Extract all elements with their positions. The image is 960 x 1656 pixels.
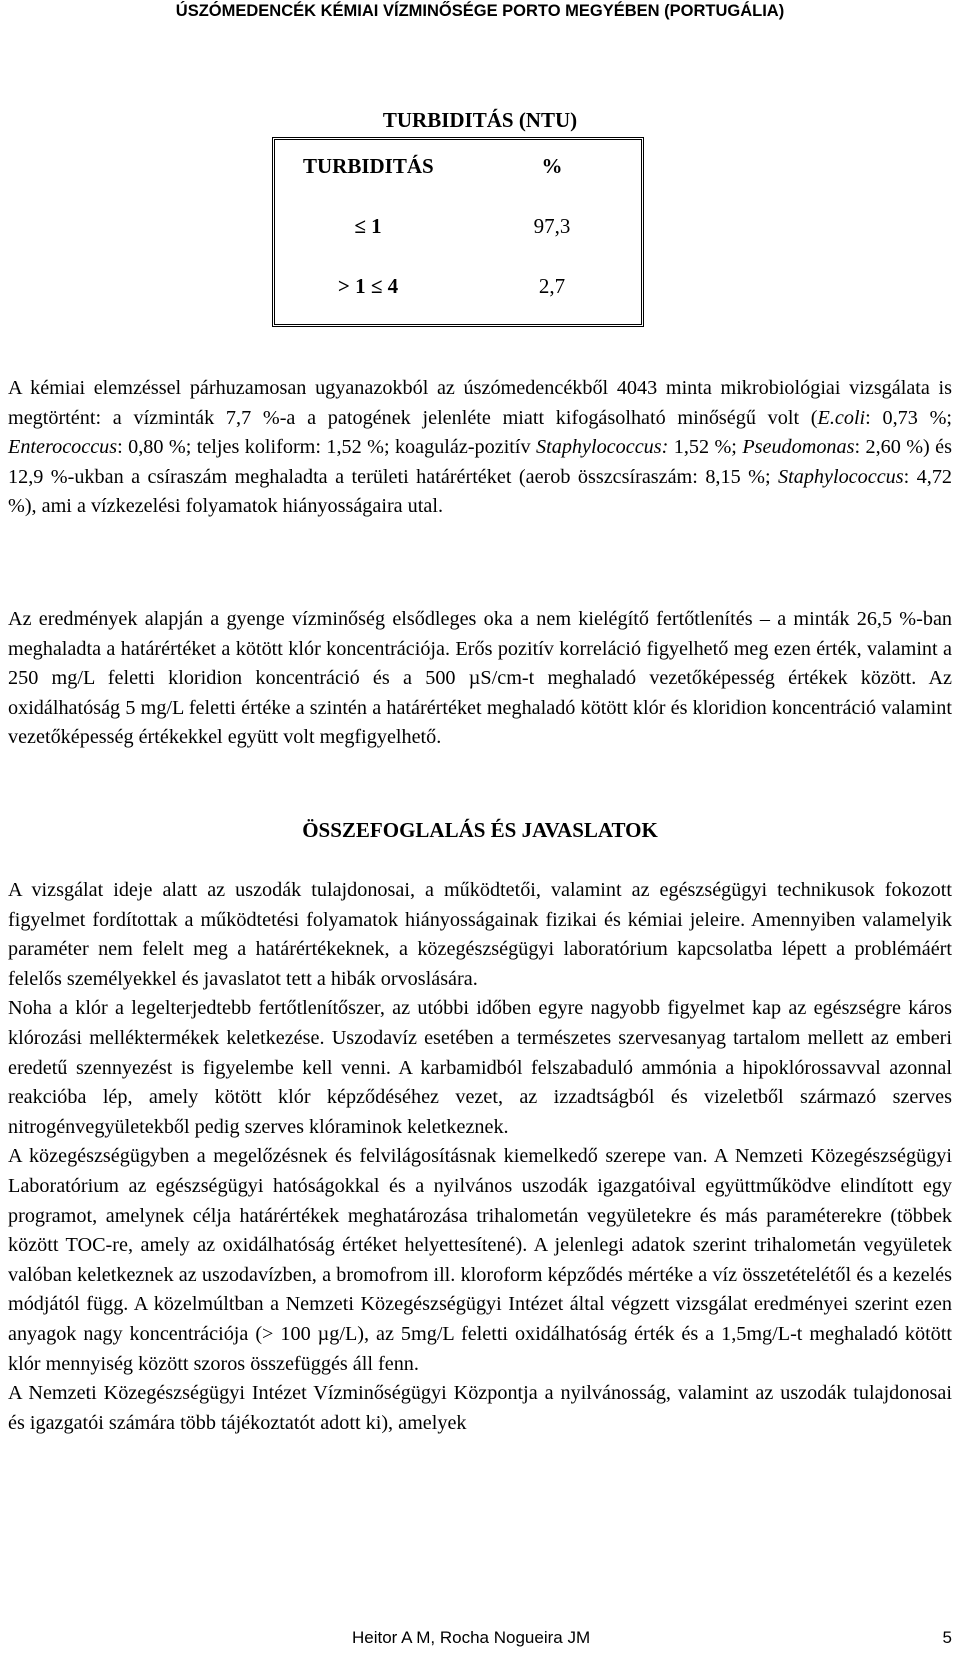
table-cell-percent: 2,7 (538, 274, 566, 298)
table-cell-percent: 97,3 (533, 214, 571, 238)
paragraph-results (8, 605, 952, 753)
table-cell-range: ≤ 1 (354, 214, 382, 238)
paragraph: A Nemzeti Közegészségügyi Intézet Vízminőségügyi Központja a nyilvánosság, valamint az uszodák tulajdonosai és igazgatói számára több tájékoztatót adott ki), amelyek (8, 1382, 952, 1434)
table-title: TURBIDITÁS (NTU) (382, 108, 578, 132)
species-name: Enterococcus (8, 436, 118, 459)
running-header: ÚSZÓMEDENCÉK KÉMIAI VÍZMINŐSÉGE PORTO MEGYÉBEN (PORTUGÁLIA) (175, 2, 785, 20)
table-cell-range: > 1 ≤ 4 (337, 274, 399, 298)
text-run: 1,52 %; (668, 436, 743, 459)
section-heading: ÖSSZEFOGLALÁS ÉS JAVASLATOK (302, 818, 658, 842)
text-run: : 0,80 %; teljes koliform: 1,52 %; koaguláz-pozitív (117, 436, 537, 459)
species-name: Staphylococcus (778, 465, 904, 488)
text-run: : 0,73 %; (865, 406, 952, 429)
paragraph-text: Az eredmények alapján a gyenge vízminőség elsődleges oka a nem kielégítő fertőtlenítés – a minták 26,5 %-ban meghaladta a határértéket a kötött klór koncentrációja. Erős pozitív korreláció figyelhető meg ezen érték, valamint a 250 mg/L feletti kloridion koncentráció és a 500 µS/cm-t meghaladó vezetőképesség értékek között. Az oxidálhatóság 5 mg/L feletti értéke a szintén a határértéket meghaladó kötött klór és kloridion koncentráció valamint vezetőképesség értékekkel együtt volt megfigyelhető. (8, 608, 952, 749)
section-body (8, 876, 952, 1438)
page-number: 5 (942, 1628, 952, 1647)
turbidity-table (272, 137, 644, 327)
species-name: Pseudomonas (742, 436, 855, 459)
table-header-percent: % (541, 154, 563, 178)
paragraph: A közegészségügyben a megelőzésnek és felvilágosításnak kiemelkedő szerepe van. A Nemzeti Közegészségügyi Laboratórium az egészségügyi hatóságokkal és a nyilvános uszodák igazgatóival együttműködve elindított egy programot, amelynek célja határértékek meghatározása trihalometán vegyületekre és más paraméterekre (többek között TOC-re, amely az oxidálhatóság értéket helyettesítené). A jelenlegi adatok szerint trihalometán vegyületek valóban keletkeznek az uszodavízben, a bromofrom ill. kloroform képződés mértéke a víz összetételétől és a kezelés módjától függ. A közelmúltban a Nemzeti Közegészségügyi Intézet által végzett vizsgálat eredményei szerint ezen anyagok nagy koncentrációja (> 100 µg/L), az 5mg/L feletti oxidálhatóság érték és a 1,5mg/L-t meghaladó kötött klór mennyiség között szoros összefüggés áll fenn. (8, 1145, 952, 1375)
text-run: : 2,60 %) és 12,9 %-ukban a csíraszám meghaladta a területi határértéket (aerob összcsíraszám: 8,15 %; (8, 436, 952, 488)
footer-authors: Heitor A M, Rocha Nogueira JM (352, 1628, 591, 1647)
text-run: A kémiai elemzéssel párhuzamosan ugyanazokból az úszómedencékből 4043 minta mikrobiológiai vizsgálata is megtörtént: a vízminták 7,7 %-a a patogének jelenléte miatt kifogásolható minőségű volt ( (8, 377, 952, 429)
table-header-turbidity: TURBIDITÁS (303, 154, 434, 178)
species-name: E.coli (817, 406, 866, 429)
paragraph-microbiology (8, 374, 952, 522)
species-name: Staphylococcus: (536, 436, 669, 459)
paragraph: A vizsgálat ideje alatt az uszodák tulajdonosai, a működtetői, valamint az egészségügyi technikusok fokozott figyelmet fordítottak a működtetési folyamatok hiányosságainak fizikai és kémiai jeleire. Amennyiben valamelyik paraméter nem felelt meg a határértékeknek, a közegészségügyi laboratórium kapcsolatba lépett a problémáért felelős személyekkel és javaslatot tett a hibák orvoslására. (8, 879, 952, 990)
paragraph: Noha a klór a legelterjedtebb fertőtlenítőszer, az utóbbi időben egyre nagyobb figyelmet kap az egészségre káros klórozási melléktermékek keletkezése. Uszodavíz esetében a természetes szervesanyag tartalom mellett az emberi eredetű szennyezést is figyelembe kell venni. A karbamidból felszabaduló ammónia a hipoklórossavval azonnal reakcióba lép, amely kötött klór képződéséhez vezet, az izzadtságból és vizeletből származó szerves nitrogénvegyületekből pedig szerves klóraminok keletkeznek. (8, 997, 952, 1138)
text-run: : 4,72 %), ami a vízkezelési folyamatok hiányosságaira utal. (8, 465, 953, 518)
